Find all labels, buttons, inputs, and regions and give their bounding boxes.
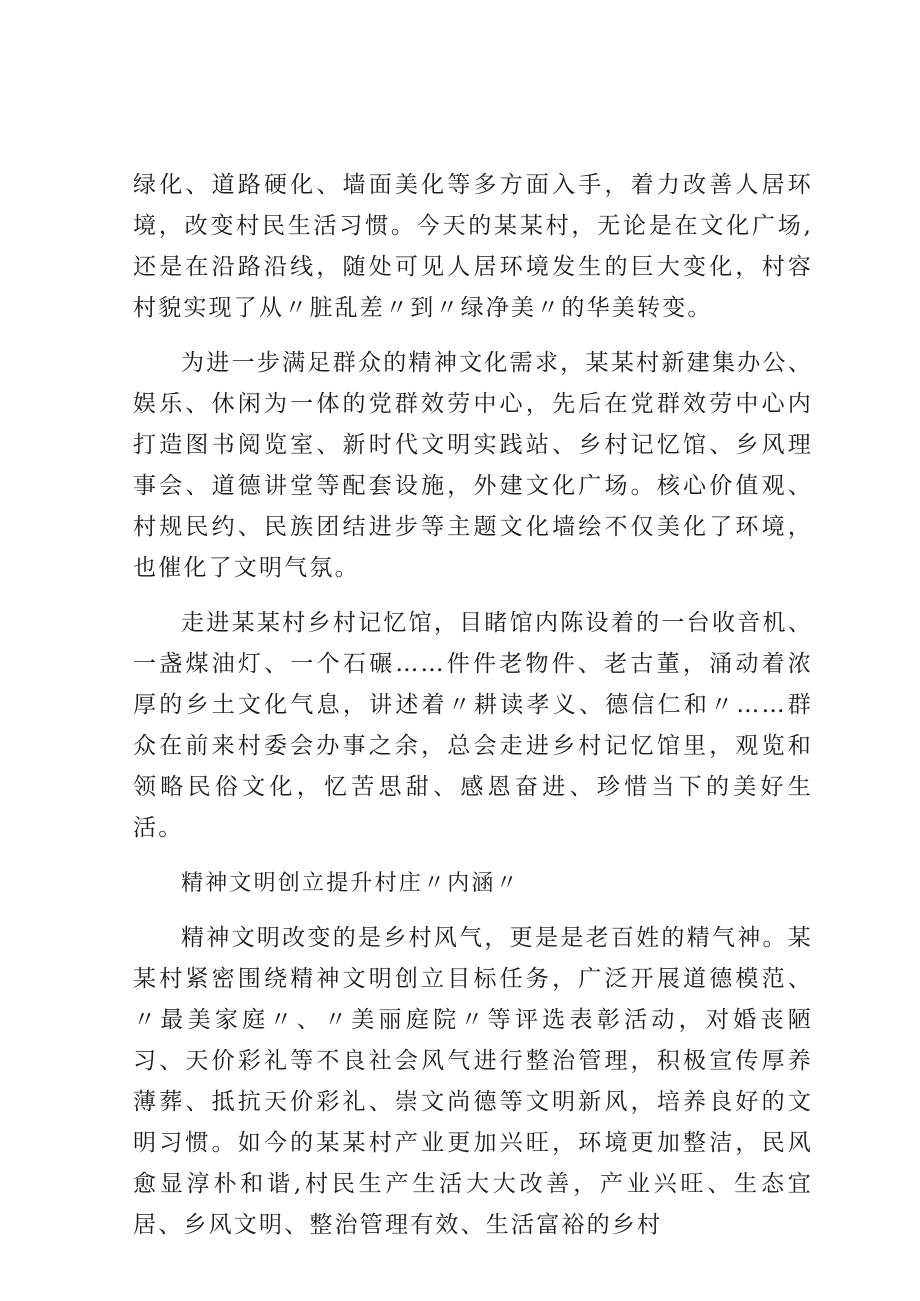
paragraph-memory-hall: 走进某某村乡村记忆馆，目睹馆内陈设着的一台收音机、一盏煤油灯、一个石碾……件件老物件、老古董，涌动着浓厚的乡土文化气息，讲述着〃耕读孝义、德信仁和〃……群众在前来村委会办事之余，总会走进乡村记忆馆里，观览和领略民俗文化，忆苦思甜、感恩奋进、珍惜当下的美好生活。: [133, 610, 813, 841]
section-heading: 精神文明创立提升村庄〃内涵〃: [181, 871, 520, 896]
paragraph-service-center: 为进一步满足群众的精神文化需求，某某村新建集办公、娱乐、休闲为一体的党群效劳中心，先后在党群效劳中心内打造图书阅览室、新时代文明实践站、乡村记忆馆、乡风理事会、道德讲堂等配套设施，外建文化广场。核心价值观、村规民约、民族团结进步等主题文化墙绘不仅美化了环境，也催化了文明气氛。: [133, 350, 813, 581]
paragraph-environment: 绿化、道路硬化、墙面美化等多方面入手，着力改善人居环境，改变村民生活习惯。今天的某某村，无论是在文化广场,还是在沿路沿线，随处可见人居环境发生的巨大变化，村容村貌实现了从〃脏乱差〃到〃绿净美〃的华美转变。: [133, 172, 813, 321]
paragraph-civilization: 精神文明改变的是乡村风气，更是是老百姓的精气神。某某村紧密围绕精神文明创立目标任务，广泛开展道德模范、〃最美家庭〃、〃美丽庭院〃等评选表彰活动，对婚丧陋习、天价彩礼等不良社会风气进行整治管理，积极宣传厚养薄葬、抵抗天价彩礼、崇文尚德等文明新风，培养良好的文明习惯。如今的某某村产业更加兴旺，环境更加整洁，民风愈显淳朴和谐,村民生产生活大大改善，产业兴旺、生态宜居、乡风文明、整治管理有效、生活富裕的乡村: [133, 925, 813, 1238]
document-body: [133, 165, 813, 1260]
